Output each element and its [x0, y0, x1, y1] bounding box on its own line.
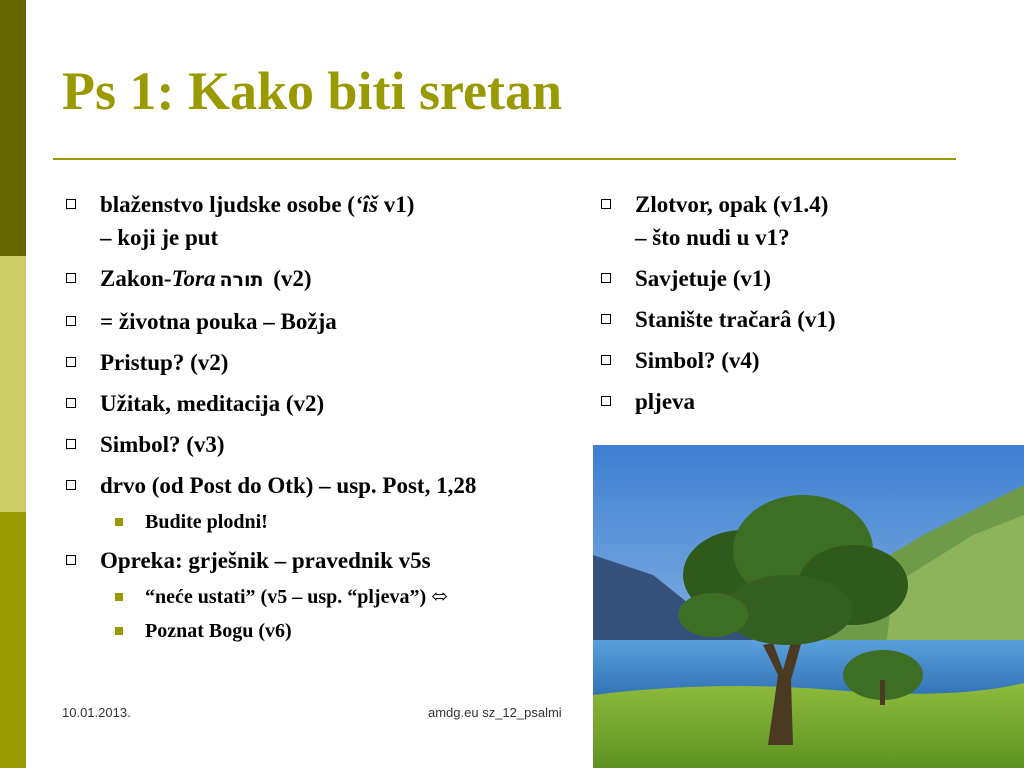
side-band-top: [0, 0, 26, 256]
item-text-italic: ‘îš: [354, 192, 378, 217]
hollow-square-bullet-icon: [66, 480, 76, 490]
footer-date: 10.01.2013.: [62, 705, 131, 720]
item-text: drvo (od Post do Otk) – usp. Post, 1,28: [100, 473, 477, 498]
hollow-square-bullet-icon: [66, 316, 76, 326]
left-bullet-list: [62, 188, 582, 653]
item-text: blaženstvo ljudske osobe (: [100, 192, 355, 217]
title-divider: [53, 158, 956, 160]
item-text: Pristup? (v2): [100, 350, 229, 375]
side-band-middle: [0, 256, 26, 512]
list-item: [62, 188, 582, 254]
list-item: [597, 344, 997, 377]
item-text: Opreka: grješnik – pravednik v5s: [100, 548, 431, 573]
hollow-square-bullet-icon: [601, 314, 611, 324]
slide-title: Ps 1: Kako biti sretan: [62, 61, 563, 121]
hollow-square-bullet-icon: [66, 439, 76, 449]
list-item: [62, 387, 582, 420]
side-band-bottom: [0, 512, 26, 768]
item-text-line2: – što nudi u v1?: [635, 225, 790, 250]
hollow-square-bullet-icon: [601, 273, 611, 283]
hollow-square-bullet-icon: [601, 396, 611, 406]
item-text: v1): [377, 192, 415, 217]
filled-square-bullet-icon: [115, 518, 123, 526]
filled-square-bullet-icon: [115, 627, 123, 635]
item-text: Užitak, meditacija (v2): [100, 391, 325, 416]
hollow-square-bullet-icon: [66, 398, 76, 408]
list-item: [597, 303, 997, 336]
item-text: Simbol? (v3): [100, 432, 225, 457]
hollow-square-bullet-icon: [601, 355, 611, 365]
list-item: [62, 305, 582, 338]
item-text: pljeva: [635, 389, 696, 414]
list-item: [62, 346, 582, 379]
right-bullet-list: [597, 188, 997, 426]
hollow-square-bullet-icon: [66, 273, 76, 283]
item-text-italic: Tora: [171, 266, 216, 291]
filled-square-bullet-icon: [115, 593, 123, 601]
item-text: Simbol? (v4): [635, 348, 760, 373]
sub-item-text: Poznat Bogu (v6): [145, 620, 292, 642]
item-text: Savjetuje (v1): [635, 266, 772, 291]
tree-by-lake-photo: [593, 445, 1024, 768]
list-item: [62, 469, 582, 502]
list-item: [62, 262, 582, 297]
hollow-square-bullet-icon: [66, 199, 76, 209]
hebrew-word: תורה: [219, 269, 264, 291]
list-item: [597, 385, 997, 418]
sub-item-text: “neće ustati” (v5 – usp. “pljeva”) ⬄: [145, 586, 448, 608]
list-item: [597, 262, 997, 295]
hollow-square-bullet-icon: [66, 357, 76, 367]
sub-list-item: [62, 583, 582, 611]
sub-item-text: Budite plodni!: [145, 511, 268, 533]
hollow-square-bullet-icon: [601, 199, 611, 209]
item-text: Stanište tračarâ (v1): [635, 307, 836, 332]
item-text-line2: – koji je put: [100, 225, 219, 250]
list-item: [62, 428, 582, 461]
item-text: Zakon-: [100, 266, 172, 291]
item-text: (v2): [267, 266, 312, 291]
list-item: [62, 544, 582, 577]
footer-source: amdg.eu sz_12_psalmi: [428, 705, 562, 720]
list-item: [597, 188, 997, 254]
sub-list-item: [62, 617, 582, 645]
item-text: = životna pouka – Božja: [100, 309, 337, 334]
sub-list-item: [62, 508, 582, 536]
hollow-square-bullet-icon: [66, 555, 76, 565]
item-text: Zlotvor, opak (v1.4): [635, 192, 829, 217]
